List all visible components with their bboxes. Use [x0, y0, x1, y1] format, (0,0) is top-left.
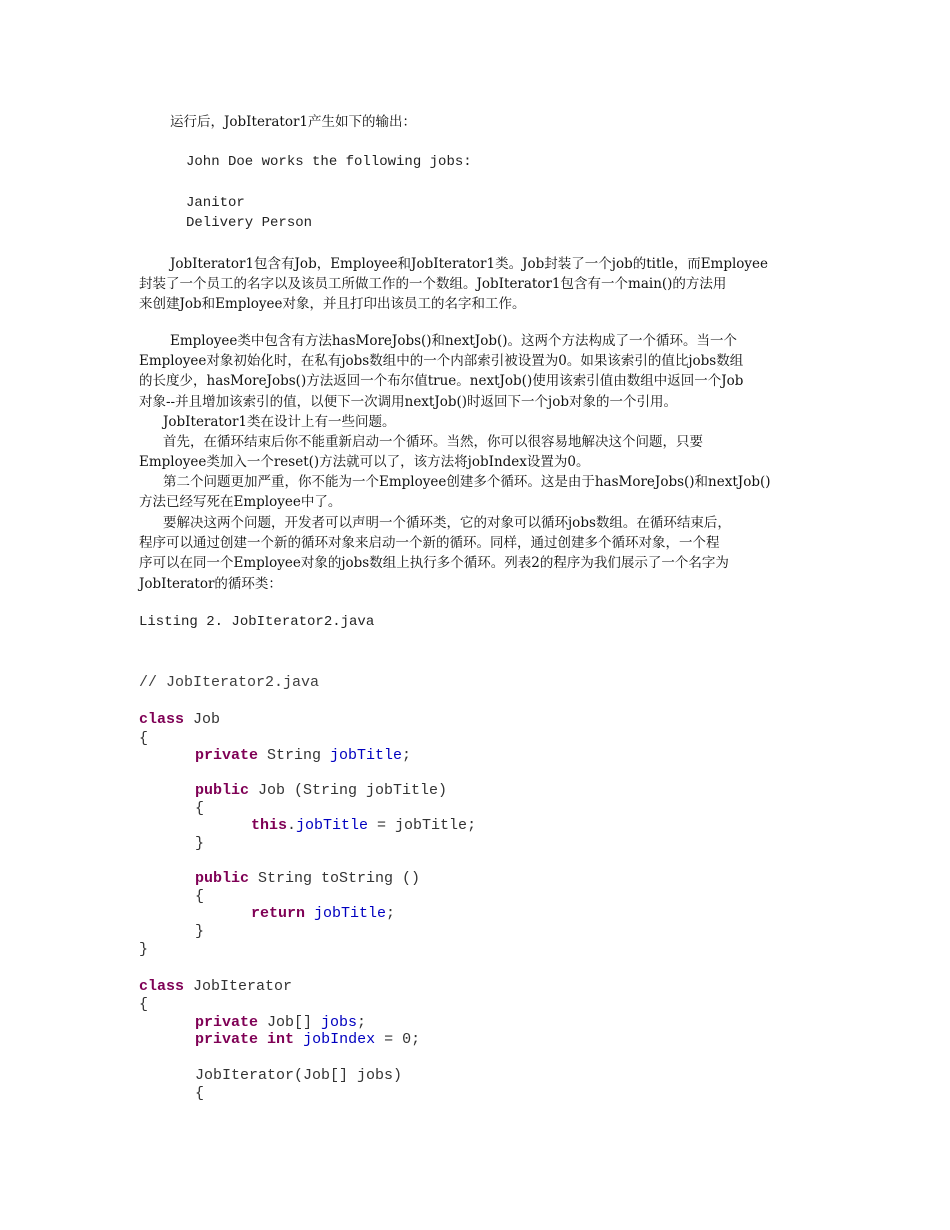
code-keyword: private [195, 1014, 259, 1031]
code-line: { [195, 800, 205, 817]
code-line [195, 782, 447, 799]
code-field: jobs [321, 1014, 358, 1031]
code-text: JobIterator [184, 978, 293, 995]
code-line: { [139, 730, 149, 747]
code-comment: // JobIterator2.java [139, 674, 320, 691]
paragraph-line: JobIterator1类在设计上有一些问题。 [163, 414, 396, 430]
code-line: } [195, 835, 205, 852]
code-text: ; [402, 747, 412, 764]
code-keyword: this [251, 817, 288, 834]
code-line [195, 747, 411, 764]
code-line: } [139, 941, 149, 958]
code-field: jobIndex [303, 1031, 376, 1048]
code-text: Job (String jobTitle) [249, 782, 448, 799]
paragraph-line: Employee类加入一个reset()方法就可以了，该方法将jobIndex设置为0。 [139, 454, 590, 470]
code-field: jobTitle [314, 905, 387, 922]
paragraph-line: 程序可以通过创建一个新的循环对象来启动一个新的循环。同样，通过创建多个循环对象，一个程 [139, 535, 720, 551]
code-field: jobTitle [330, 747, 403, 764]
code-line [251, 817, 476, 834]
code-text: = 0; [375, 1031, 421, 1048]
code-line [195, 870, 420, 887]
code-line [195, 1031, 420, 1048]
code-keyword: class [139, 711, 185, 728]
paragraph-line: 封装了一个员工的名字以及该员工所做工作的一个数组。JobIterator1包含有一个main()的方法用 [139, 276, 727, 292]
code-keyword: class [139, 978, 185, 995]
code-line [195, 1014, 366, 1031]
code-keyword: public [195, 870, 250, 887]
code-text: = jobTitle; [368, 817, 477, 834]
paragraph-line: JobIterator1包含有Job，Employee和JobIterator1类。Job封装了一个job的title，而Employee [170, 256, 769, 272]
code-keyword: private [195, 1031, 259, 1048]
paragraph-line: 方法已经写死在Employee中了。 [139, 494, 342, 510]
paragraph-line: 来创建Job和Employee对象，并且打印出该员工的名字和工作。 [139, 296, 526, 312]
paragraph-line: JobIterator的循环类： [139, 576, 282, 592]
code-text: . [287, 817, 297, 834]
code-text: String [258, 747, 331, 764]
paragraph-line: Employee对象初始化时，在私有jobs数组中的一个内部索引被设置为0。如果该索引的值比jobs数组 [139, 353, 744, 369]
code-text [305, 905, 314, 922]
run-output-intro: 运行后，JobIterator1产生如下的输出： [170, 114, 417, 130]
code-text [294, 1031, 303, 1048]
code-text: String toString () [249, 870, 421, 887]
code-text: ; [386, 905, 396, 922]
code-text: Job[] [258, 1014, 322, 1031]
code-text: ; [357, 1014, 367, 1031]
code-line: JobIterator(Job[] jobs) [195, 1067, 403, 1084]
code-text: Job [184, 711, 221, 728]
paragraph-line: 要解决这两个问题，开发者可以声明一个循环类，它的对象可以循环jobs数组。在循环结束后， [163, 515, 731, 531]
code-text [258, 1031, 267, 1048]
paragraph-line: 对象--并且增加该索引的值，以便下一次调用nextJob()时返回下一个job对象的一个引用。 [139, 394, 678, 410]
code-line: } [195, 923, 205, 940]
code-keyword: int [267, 1031, 295, 1048]
code-line: { [195, 1085, 205, 1102]
listing-title: Listing 2. JobIterator2.java [139, 614, 375, 630]
code-line [139, 978, 292, 995]
code-field: jobTitle [296, 817, 369, 834]
paragraph-line: 序可以在同一个Employee对象的jobs数组上执行多个循环。列表2的程序为我们展示了一个名字为 [139, 555, 729, 571]
code-keyword: return [251, 905, 306, 922]
paragraph-line: Employee类中包含有方法hasMoreJobs()和nextJob()。这两个方法构成了一个循环。当一个 [170, 333, 737, 349]
code-line [251, 905, 395, 922]
program-output-line: John Doe works the following jobs: [186, 154, 472, 170]
paragraph-line: 首先，在循环结束后你不能重新启动一个循环。当然，你可以很容易地解决这个问题，只要 [163, 434, 703, 450]
program-output-line: Janitor [186, 195, 245, 211]
code-keyword: public [195, 782, 250, 799]
paragraph-line: 第二个问题更加严重，你不能为一个Employee创建多个循环。这是由于hasMoreJobs()和nextJob() [163, 474, 771, 490]
code-line: { [195, 888, 205, 905]
code-line [139, 711, 220, 728]
code-keyword: private [195, 747, 259, 764]
paragraph-line: 的长度少，hasMoreJobs()方法返回一个布尔值true。nextJob()使用该索引值由数组中返回一个Job [139, 373, 744, 389]
program-output-line: Delivery Person [186, 215, 313, 231]
code-line: { [139, 996, 149, 1013]
